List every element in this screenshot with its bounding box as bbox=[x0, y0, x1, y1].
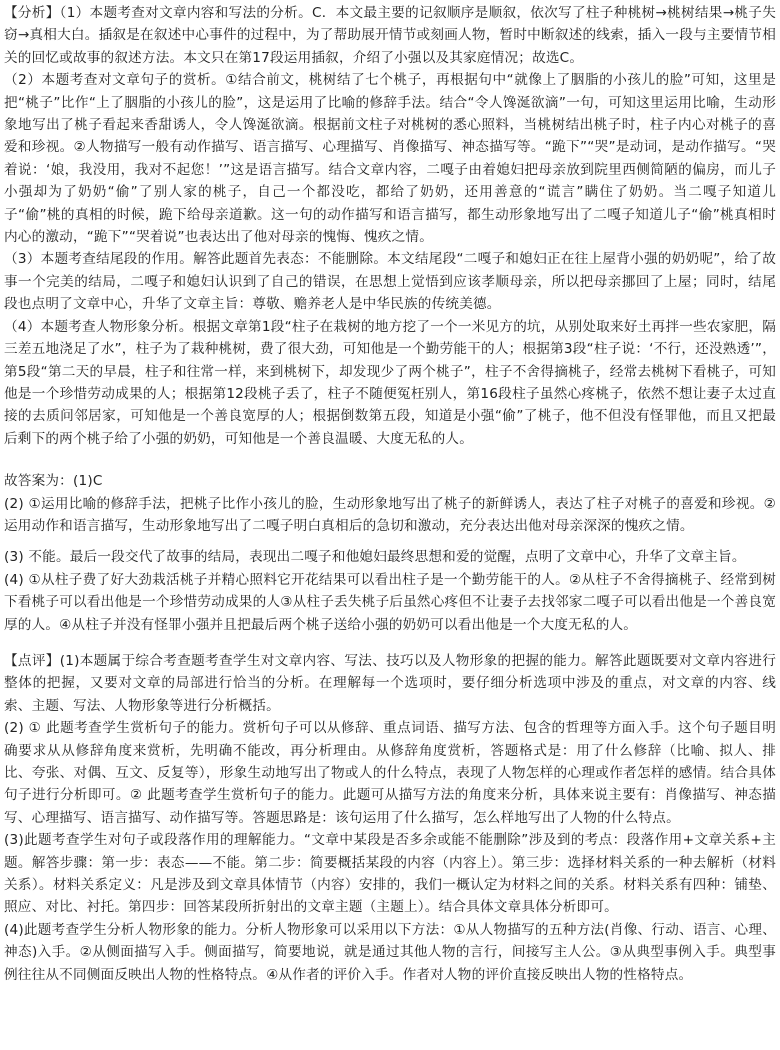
analysis-paragraph-2: （2）本题考查对文章句子的赏析。①结合前文，桃树结了七个桃子，再根据句中“就像上了胭脂的小孩儿的脸”可知，这里是把“桃子”比作“上了胭脂的小孩儿的脸”，这是运用了比喻的修辞手法。结合“令人馋涎欲滴”一句，可知这里运用比喻，生动形象地写出了桃子看起来香甜诱人，令人馋涎欲滴。根据前文柱子对桃树的悉心照料，当桃树结出桃子时，柱子内心对桃子的喜爱和珍视。②人物描写一般有动作描写、语言描写、心理描写、肖像描写、神态描写等。“跪下”“哭”是动词，是动作描写。“哭着说：‘娘，我没用，我对不起您！’”这是语言描写。结合文章内容，二嘎子由着媳妇把母亲放到院里西侧简陋的偏房，而儿子小强却为了奶奶“偷”了别人家的桃子，自己一个都没吃，都给了奶奶，还用善意的“谎言”瞒住了奶奶。当二嘎子知道儿子“偷”桃的真相的时候，跪下给母亲道歉。这一句的动作描写和语言描写，都生动形象地写出了二嘎子知道儿子“偷”桃真相时内心的激动，“跪下”“哭着说”也表达出了他对母亲的愧悔、愧疚之情。 bbox=[4, 72, 776, 246]
analysis-paragraph-1: 【分析】（1）本题考查对文章内容和写法的分析。C．本文最主要的记叙顺序是顺叙，依次写了柱子种桃树→桃树结果→桃子失窃→真相大白。插叙是在叙述中心事件的过程中，为了帮助展开情节或刻画人物，暂时中断叙述的线索，插入一段与主要情节相关的回忆或故事的叙述方法。本文只在第17段运用插叙，介绍了小强以及其家庭情况；故选C。 bbox=[4, 5, 776, 66]
spacer bbox=[4, 537, 776, 546]
answer-section bbox=[4, 470, 776, 636]
spacer bbox=[4, 636, 776, 650]
answer-heading: 故答案为：(1)C bbox=[4, 473, 103, 490]
analysis-section bbox=[4, 2, 776, 450]
spacer bbox=[4, 450, 776, 470]
comment-2: (2) ① 此题考查学生赏析句子的能力。赏析句子可以从修辞、重点词语、描写方法、包含的哲理等方面入手。这个句子题目明确要求从从修辞角度来赏析，先明确不能改，再分析理由。从修辞角度赏析，答题格式是：用了什么修辞（比喻、拟人、排比、夸张、对偶、互文、反复等），形象生动地写出了物或人的什么特点，表现了人物怎样的心理或作者怎样的感情。结合具体句子进行分析即可。② 此题考查学生赏析句子的能力。此题可从描写方法的角度来分析，具体来说主要有：肖像描写、神态描写、心理描写、语言描写、动作描写等。答题思路是：该句运用了什么描写，怎么样地写出了人物的什么特点。 bbox=[4, 720, 776, 826]
comment-section bbox=[4, 650, 776, 986]
analysis-paragraph-3: （3）本题考查结尾段的作用。解答此题首先表态：不能删除。本文结尾段“二嘎子和媳妇正在往上屋背小强的奶奶呢”，给了故事一个完美的结局，二嘎子和媳妇认识到了自己的错误，在思想上觉悟到应该孝顺母亲，所以把母亲挪回了上屋；同时，结尾段也点明了文章中心，升华了文章主旨：尊敬、赡养老人是中华民族的传统美德。 bbox=[4, 251, 776, 313]
comment-1: 【点评】(1)本题属于综合考查题考查学生对文章内容、写法、技巧以及人物形象的把握的能力。解答此题既要对文章内容进行整体的把握，又要对文章的局部进行恰当的分析。在理解每一个选项时，要仔细分析选项中涉及的重点，对文章的内容、线索、主题、写法、人物形象等进行分析概括。 bbox=[4, 652, 776, 714]
comment-4: (4)此题考查学生分析人物形象的能力。分析人物形象可以采用以下方法：①从人物描写的五种方法(肖像、行动、语言、心理、神态)入手。②从侧面描写入手。侧面描写，简要地说，就是通过其他人物的言行，间接写主人公。③从典型事例入手。典型事例往往从不同侧面反映出人物的性格特点。④从作者的评价入手。作者对人物的评价直接反映出人物的性格特点。 bbox=[4, 921, 776, 983]
comment-3: (3)此题考查学生对句子或段落作用的理解能力。“文章中某段是否多余或能不能删除”涉及到的考点：段落作用+文章关系+主题。解答步骤：第一步：表态——不能。第二步：简要概括某段的内容（内容上）。第三步：选择材料关系的一种去解析（材料关系）。材料关系定义：凡是涉及到文章具体情节（内容）安排的，我们一概认定为材料之间的关系。材料关系有四种：铺垫、照应、对比、衬托。第四步：回答某段所折射出的文章主题（主题上）。结合具体文章具体分析即可。 bbox=[4, 832, 776, 916]
answer-4: (4) ①从柱子费了好大劲栽活桃子并精心照料它开花结果可以看出柱子是一个勤劳能干的人。②从柱子不舍得摘桃子、经常到树下看桃子可以看出他是一个珍惜劳动成果的人③从柱子丢失桃子后虽然心疼但不让妻子去找邻家二嘎子可以看出他是一个善良宽厚的人。④从柱子并没有怪罪小强并且把最后两个桃子送给小强的奶奶可以看出他是一个大度无私的人。 bbox=[4, 571, 776, 633]
answer-2: (2) ①运用比喻的修辞手法，把桃子比作小孩儿的脸，生动形象地写出了桃子的新鲜诱人，表达了柱子对桃子的喜爱和珍视。②运用动作和语言描写，生动形象地写出了二嘎子明白真相后的急切和激动，充分表达出他对母亲深深的愧疚之情。 bbox=[4, 495, 776, 534]
answer-3: (3) 不能。最后一段交代了故事的结局，表现出二嘎子和他媳妇最终思想和爱的觉醒，点明了文章中心，升华了文章主旨。 bbox=[4, 549, 746, 566]
analysis-paragraph-4: （4）本题考查人物形象分析。根据文章第1段“柱子在栽树的地方挖了一个一米见方的坑，从别处取来好土再拌一些农家肥，隔三差五地浇足了水”，柱子为了栽种桃树，费了很大劲，可知他是一个勤劳能干的人；根据第3段“柱子说：‘不行，还没熟透’”，第5段“第二天的早晨，柱子和往常一样，来到桃树下，却发现少了两个桃子”，柱子不舍得摘桃子，经常去桃树下看桃子，可知他是一个珍惜劳动成果的人；根据第12段桃子丢了，柱子不随便冤枉别人，第16段柱子虽然心疼桃子，依然不想让妻子太过直接的去质问邻居家，可知他是一个善良宽厚的人；根据倒数第五段，知道是小强“偷”了桃子，他不但没有怪罪他，而且又把最后剩下的两个桃子给了小强的奶奶，可知他是一个善良温暖、大度无私的人。 bbox=[4, 318, 776, 447]
